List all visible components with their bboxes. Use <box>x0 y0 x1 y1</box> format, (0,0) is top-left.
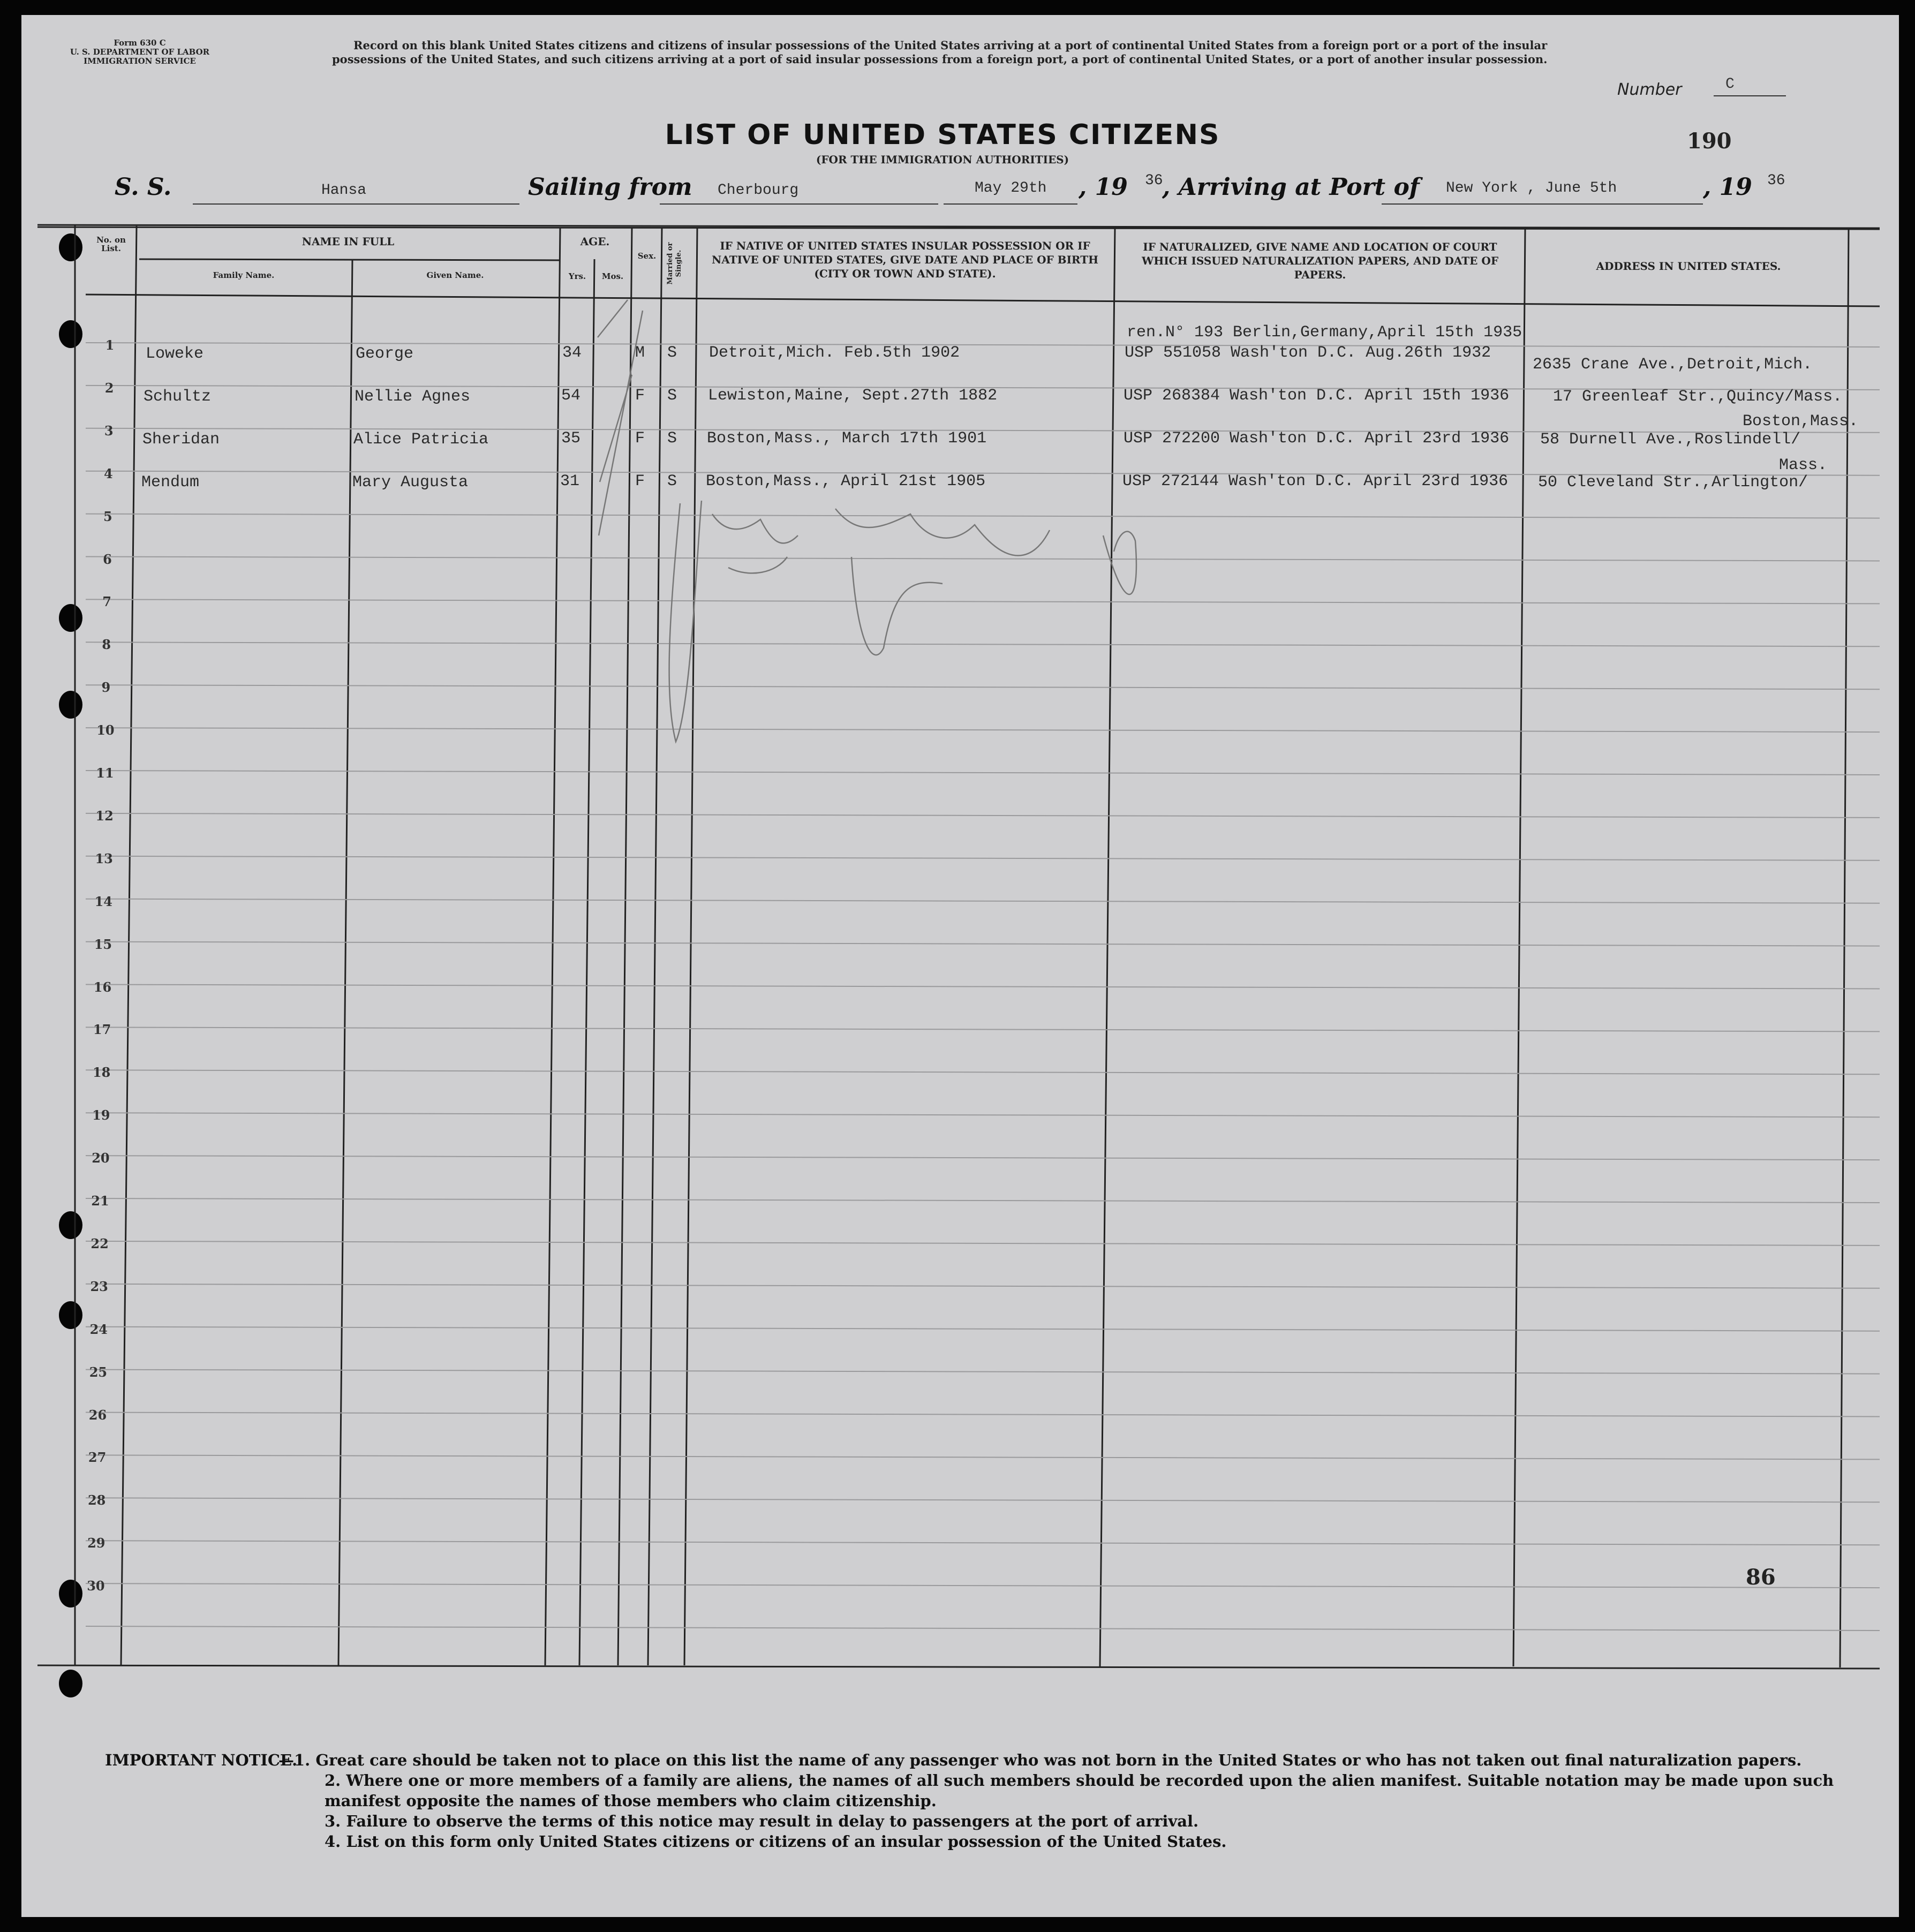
address: 17 Greenleaf Str.,Quincy/Mass. <box>1553 388 1843 406</box>
row-rule <box>86 1284 1880 1288</box>
sailing-port: Cherbourg <box>718 182 799 199</box>
row-rule <box>86 1113 1880 1117</box>
notice-item-3: 3. Failure to observe the terms of this notice may result in delay to passengers at the port of arrival. <box>325 1812 1199 1830</box>
naturalization: USP 551058 Wash'ton D.C. Aug.26th 1932 <box>1125 344 1491 362</box>
arriving-label: , Arriving at Port of <box>1162 173 1420 201</box>
page-subtitle: (FOR THE IMMIGRATION AUTHORITIES) <box>816 153 1069 166</box>
sex: F <box>635 472 645 490</box>
row-number: 4 <box>103 465 113 481</box>
page-number: 190 <box>1687 129 1732 154</box>
row-number: 3 <box>104 422 114 439</box>
row-rule <box>86 343 1880 347</box>
page-title: LIST OF UNITED STATES CITIZENS <box>665 119 1220 151</box>
row-number: 27 <box>88 1450 107 1466</box>
row-rule <box>86 1583 1880 1588</box>
header-bottom-rule <box>86 295 1880 306</box>
row-rule <box>86 599 1880 603</box>
sailing-year: 36 <box>1145 172 1163 189</box>
row-number: 2 <box>104 380 114 396</box>
marital-status: S <box>667 472 677 490</box>
row-number: 28 <box>87 1492 106 1508</box>
birth-place-date: Lewiston,Maine, Sept.27th 1882 <box>708 387 998 405</box>
col-name-header: NAME IN FULL <box>301 235 395 248</box>
arrival-year: 36 <box>1767 172 1785 189</box>
col-married-header: Married or Single. <box>666 242 683 285</box>
col-mos-header: Mos. <box>601 271 624 281</box>
naturalization: USP 272200 Wash'ton D.C. April 23rd 1936 <box>1124 429 1510 448</box>
notice-heading: IMPORTANT NOTICE. <box>105 1751 298 1769</box>
row-rule <box>86 642 1880 646</box>
col-sex-header: Sex. <box>637 251 657 261</box>
sex: F <box>635 387 645 405</box>
sailing-label: Sailing from <box>528 173 692 201</box>
row-rule <box>86 1070 1880 1074</box>
row-rule <box>86 985 1880 989</box>
col-age-header: AGE. <box>580 235 610 248</box>
annotation-number: 86 <box>1746 1565 1776 1590</box>
row-rule <box>86 813 1880 818</box>
row-number: 25 <box>89 1364 108 1380</box>
address-continuation: Boston,Mass. <box>1743 412 1859 431</box>
address: 50 Cleveland Str.,Arlington/ <box>1538 473 1808 492</box>
marital-status: S <box>667 429 677 448</box>
row-number: 17 <box>93 1022 111 1038</box>
notice-item-2: 2. Where one or more members of a family are aliens, the names of all such members should be recorded upon the alien manifest. Suitable notation may be made upon such manifest opposite the names of those members who claim citizenship. <box>325 1771 1834 1810</box>
row-number: 5 <box>103 508 112 524</box>
given-name: Alice Patricia <box>353 431 489 449</box>
row-rule <box>86 856 1880 861</box>
row-rule <box>86 728 1880 732</box>
row-rule <box>86 1327 1880 1331</box>
marital-status: S <box>667 344 677 362</box>
row-rule <box>86 514 1880 518</box>
sailing-date: May 29th <box>975 180 1047 197</box>
row-number: 10 <box>96 722 115 738</box>
birth-place-date: Boston,Mass., April 21st 1905 <box>706 472 986 490</box>
row-number: 8 <box>102 637 111 653</box>
row-number: 30 <box>87 1578 105 1594</box>
row-rule <box>86 1541 1880 1545</box>
age-years: 34 <box>562 344 582 362</box>
row-rule <box>86 1241 1880 1246</box>
number-value: C <box>1725 76 1735 93</box>
family-name: Schultz <box>144 388 212 406</box>
department: U. S. DEPARTMENT OF LABOR <box>70 47 210 57</box>
given-name: Mary Augusta <box>352 473 469 492</box>
col-given-header: Given Name. <box>426 270 484 280</box>
row-rule <box>86 1198 1880 1203</box>
row-number: 11 <box>96 765 114 781</box>
row-number: 15 <box>94 936 112 952</box>
service: IMMIGRATION SERVICE <box>84 56 196 66</box>
row-number: 20 <box>92 1150 110 1166</box>
naturalization: USP 272144 Wash'ton D.C. April 23rd 1936 <box>1122 472 1509 490</box>
given-name: George <box>356 345 414 363</box>
notice-item-1: —1. Great care should be taken not to place on this list the name of any passenger who was not born in the United States or who has not taken out final naturalization papers. <box>278 1751 1802 1769</box>
row-rule <box>86 771 1880 775</box>
age-years: 54 <box>561 387 581 405</box>
form-number: Form 630 C <box>114 38 166 48</box>
row-number: 7 <box>102 594 111 610</box>
row-rule <box>86 942 1880 946</box>
arrival-port-date: New York , June 5th <box>1446 180 1617 197</box>
family-name: Sheridan <box>142 431 220 449</box>
table-bottom-rule <box>37 1665 1880 1669</box>
birth-place-date: Boston,Mass., March 17th 1901 <box>707 429 987 448</box>
family-name: Mendum <box>141 473 200 492</box>
sailing-year-prefix: , 19 <box>1079 173 1128 201</box>
row-rule <box>86 899 1880 903</box>
ss-label: S. S. <box>115 173 172 201</box>
age-years: 31 <box>560 472 580 490</box>
arrival-year-prefix: , 19 <box>1703 173 1752 201</box>
row-rule <box>86 1413 1880 1417</box>
marital-status: S <box>667 387 677 405</box>
address: 2635 Crane Ave.,Detroit,Mich. <box>1533 356 1813 374</box>
row-rule <box>86 1626 1880 1631</box>
row-rule <box>86 557 1880 561</box>
col-yrs-header: Yrs. <box>568 271 586 281</box>
row-number: 21 <box>91 1193 109 1209</box>
col-address-header: ADDRESS IN UNITED STATES. <box>1596 260 1781 273</box>
signature-scribble <box>598 300 1136 742</box>
row-rule <box>86 685 1880 689</box>
row-number: 12 <box>95 807 114 824</box>
row-number: 1 <box>105 337 115 353</box>
address: 58 Durnell Ave.,Roslindell/ <box>1540 431 1801 449</box>
row-number: 24 <box>89 1321 108 1337</box>
col-birth-header: IF NATIVE OF UNITED STATES INSULAR POSSESSION OR IF NATIVE OF UNITED STATES, GIVE DATE AND PLACE OF BIRTH (CITY OR TOWN AND STATE). <box>712 239 1098 280</box>
row-number: 22 <box>91 1235 109 1251</box>
ship-name: Hansa <box>321 182 367 199</box>
notice-item-4: 4. List on this form only United States citizens or citizens of an insular possession of the United States. <box>325 1832 1227 1851</box>
address-continuation: Mass. <box>1779 456 1828 474</box>
row-rule <box>86 1498 1880 1502</box>
col-no-header: No. on List. <box>96 235 126 253</box>
instructions-text: Record on this blank United States citizens and citizens of insular possessions of the United States arriving at a port of continental United States from a foreign port or a port of the insular possessions of the United States, and such citizens arriving at a port of said insular possessions from a foreign port, a port of continental United States, or a port of another insular possession. <box>332 39 1548 66</box>
birth-place-date: Detroit,Mich. Feb.5th 1902 <box>709 344 960 362</box>
number-label: Number <box>1617 80 1682 99</box>
row-rule <box>86 1370 1880 1374</box>
given-name: Nellie Agnes <box>355 388 471 406</box>
naturalization-note: ren.N° 193 Berlin,Germany,April 15th 1935 <box>1127 323 1522 342</box>
row-number: 23 <box>90 1278 108 1294</box>
row-number: 14 <box>94 893 112 909</box>
col-naturalized-header: IF NATURALIZED, GIVE NAME AND LOCATION OF COURT WHICH ISSUED NATURALIZATION PAPERS, AND DATE OF PAPERS. <box>1141 240 1499 281</box>
row-number: 9 <box>101 680 111 696</box>
row-number: 19 <box>92 1107 110 1123</box>
row-rule <box>86 1027 1880 1031</box>
family-name: Loweke <box>146 345 204 363</box>
sex: F <box>635 429 645 448</box>
row-number: 29 <box>87 1535 105 1551</box>
col-family-header: Family Name. <box>213 270 275 280</box>
age-years: 35 <box>561 429 581 448</box>
sex: M <box>635 344 645 362</box>
row-rule <box>86 1156 1880 1160</box>
row-number: 26 <box>88 1407 107 1423</box>
row-number: 6 <box>103 551 112 567</box>
row-rule <box>86 1455 1880 1459</box>
row-number: 13 <box>95 850 113 866</box>
row-number: 18 <box>92 1065 111 1081</box>
naturalization: USP 268384 Wash'ton D.C. April 15th 1936 <box>1124 387 1510 405</box>
row-number: 16 <box>93 979 112 995</box>
